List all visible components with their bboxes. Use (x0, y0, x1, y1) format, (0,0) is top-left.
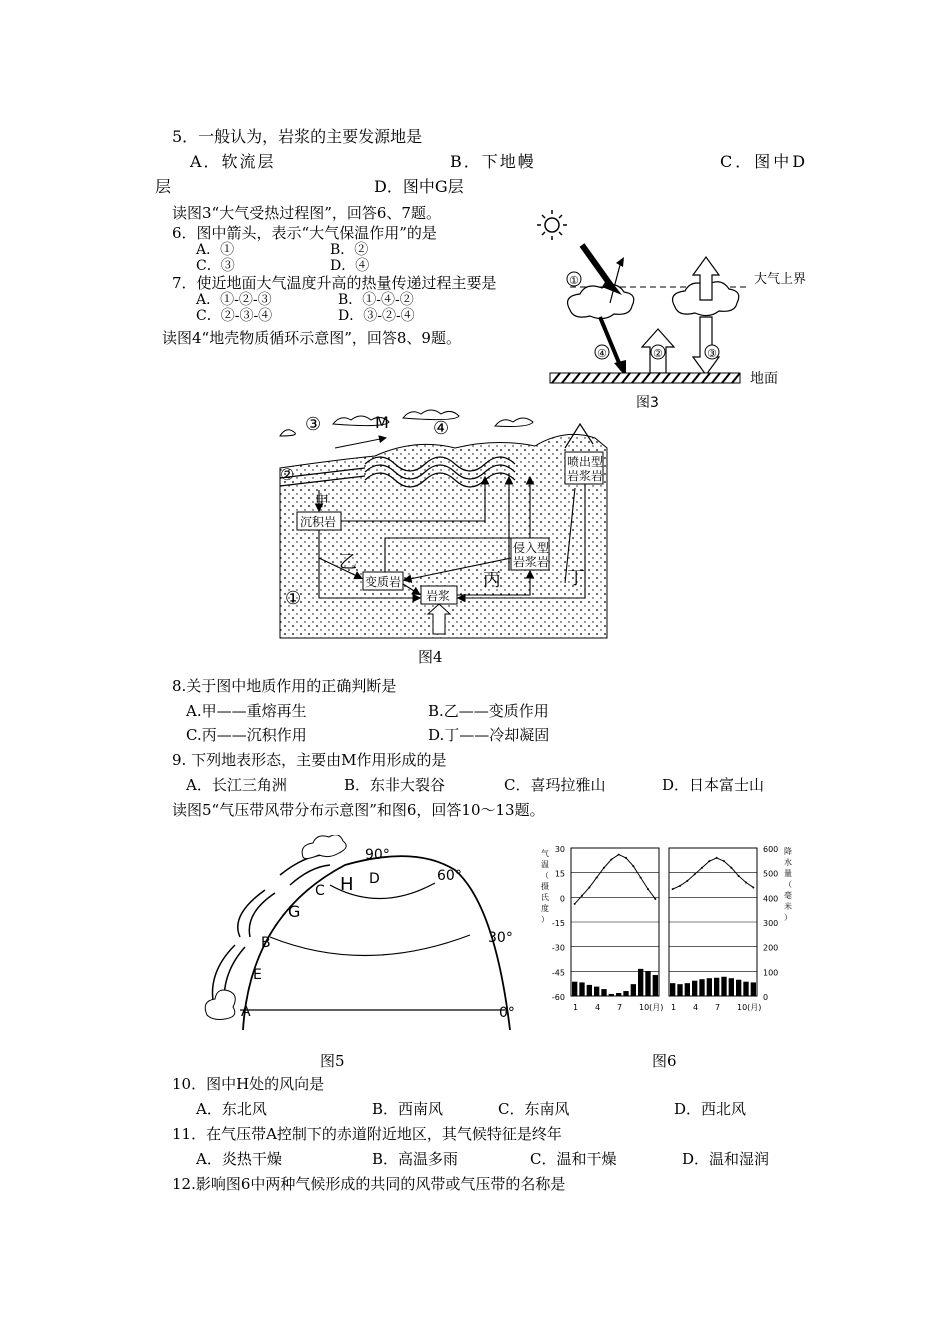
precip-bar (587, 985, 592, 996)
precip-bar (616, 993, 621, 996)
x-tick-label: 4 (595, 1003, 601, 1012)
precip-bar (645, 971, 650, 996)
precip-bar (638, 969, 643, 996)
q10-option-d: D．西北风 (674, 1100, 747, 1118)
temperature-point (610, 859, 612, 861)
left-tick-label: -30 (551, 943, 565, 953)
q10-stem: 10．图中H处的风向是 (172, 1075, 325, 1093)
precip-bar (572, 982, 577, 996)
q11-stem: 11．在气压带A控制下的赤道附近地区，其气候特征是终年 (172, 1125, 562, 1143)
precip-bar (677, 984, 682, 996)
temperature-point (603, 867, 605, 869)
right-tick-label: 100 (763, 968, 779, 978)
q6-option-b: B．② (330, 242, 369, 258)
climate-panel-1 (571, 848, 659, 996)
q7-stem: 7．使近地面大气温度升高的热量传递过程主要是 (172, 274, 497, 292)
right-tick-label: 600 (763, 845, 779, 854)
q5-option-b: B．下地幔 (450, 152, 536, 171)
temperature-point (672, 888, 674, 890)
x-tick-label: 1 (573, 1003, 579, 1012)
right-axis-label-char: 水 (784, 858, 792, 867)
box-intrusive-1: 侵入型 (513, 541, 550, 555)
precip-bar (699, 979, 704, 996)
q6-option-d: D．④ (330, 258, 370, 274)
temperature-point (694, 873, 696, 875)
left-tick-label: 0 (559, 894, 565, 904)
box-metamorphic-rock: 变质岩 (365, 575, 402, 589)
precip-bar (743, 982, 748, 996)
right-axis-label-char: 量 (784, 869, 792, 878)
q5-option-c: C．图中D (720, 152, 809, 171)
belt-h: H (340, 874, 354, 895)
figure-4-caption: 图4 (418, 648, 443, 666)
temperature-point (708, 860, 710, 862)
box-extrusive-1: 喷出型 (567, 455, 604, 469)
precip-bar (721, 977, 726, 996)
q9-option-d: D．日本富士山 (662, 776, 765, 794)
q10-option-b: B．西南风 (372, 1100, 444, 1118)
q9-stem: 9. 下列地表形态，主要由M作用形成的是 (172, 751, 447, 769)
precip-bar (579, 982, 584, 996)
q9-option-b: B．东非大裂谷 (344, 776, 446, 794)
lat-30: 30° (488, 930, 513, 946)
belt-c: C (315, 883, 325, 899)
climate-panel-2 (669, 848, 757, 996)
right-axis-label-char: 降 (784, 847, 792, 856)
right-axis-label-char: 毫 (784, 891, 792, 900)
belt-g: G (288, 902, 301, 921)
label-3: ③ (707, 347, 717, 360)
box-extrusive-2: 岩浆岩 (567, 469, 604, 483)
fig4-label-1: ① (285, 588, 302, 609)
ground-label: 地面 (750, 371, 778, 387)
q5-option-a: A．软流层 (190, 152, 276, 171)
temperature-point (647, 888, 649, 890)
temperature-point (716, 857, 718, 859)
q10-option-a: A．东北风 (196, 1100, 267, 1118)
right-tick-label: 0 (763, 993, 769, 1002)
temperature-point (596, 877, 598, 879)
q11-option-c: C．温和干燥 (530, 1150, 617, 1168)
figure-5-caption: 图5 (320, 1052, 345, 1070)
q6-option-a: A．① (196, 242, 235, 258)
q8-option-b: B.乙——变质作用 (428, 702, 549, 720)
q7-option-b: B．①-④-② (338, 292, 414, 308)
left-tick-label: -15 (551, 919, 565, 928)
right-tick-label: 300 (763, 919, 779, 928)
precip-bar (653, 975, 658, 996)
q7-option-d: D．③-②-④ (338, 308, 415, 324)
belt-b: B (261, 935, 271, 951)
precip-bar (692, 981, 697, 996)
x-tick-label: 1 (671, 1003, 677, 1012)
fig4-label-ding: 丁 (567, 568, 585, 589)
box-magma: 岩浆 (426, 589, 451, 603)
temperature-point (625, 857, 627, 859)
temperature-point (738, 875, 740, 877)
label-4: ④ (597, 347, 607, 360)
label-2: ② (653, 347, 663, 360)
temperature-point (640, 877, 642, 879)
right-tick-label: 500 (763, 869, 779, 879)
belt-d: D (369, 871, 380, 887)
figure-4-crust-cycle (275, 408, 615, 640)
q11-option-b: B．高温多雨 (372, 1150, 459, 1168)
q6-stem: 6．图中箭头，表示“大气保温作用”的是 (172, 224, 437, 242)
left-tick-label: 15 (554, 869, 565, 879)
q5-option-c-cont: 层 (155, 177, 172, 196)
left-tick-label: 30 (554, 845, 565, 854)
left-axis-label-char: （ (541, 871, 549, 880)
temperature-point (679, 885, 681, 887)
belt-e: E (253, 967, 262, 983)
q9-option-c: C．喜玛拉雅山 (504, 776, 606, 794)
left-tick-label: -45 (551, 968, 565, 978)
fig4-label-yi: 乙 (339, 552, 357, 573)
q8-option-c: C.丙——沉积作用 (186, 726, 307, 744)
left-axis-label-char: 温 (541, 860, 549, 869)
lat-0: 0° (499, 1005, 515, 1021)
temperature-point (723, 860, 725, 862)
figure-3-caption: 图3 (636, 395, 659, 410)
precip-bar (631, 984, 636, 996)
q7-option-c: C．②-③-④ (196, 308, 273, 324)
left-axis-label-char: 气 (541, 849, 549, 858)
temperature-point (581, 895, 583, 897)
fig4-label-jia: 甲 (315, 494, 329, 510)
label-1: ① (569, 274, 579, 287)
q8-stem: 8.关于图中地质作用的正确判断是 (172, 677, 397, 695)
x-tick-label: 7 (715, 1003, 721, 1012)
box-sedimentary-rock: 沉积岩 (300, 515, 337, 529)
left-axis-label-char: ） (541, 915, 549, 924)
temperature-point (574, 903, 576, 905)
precip-bar (751, 982, 756, 996)
precip-bar (601, 989, 606, 996)
q5-option-d: D．图中G层 (374, 177, 464, 196)
cloud-left-icon (568, 285, 634, 319)
precip-bar (714, 978, 719, 996)
q8-option-d: D.丁——冷却凝固 (428, 726, 550, 744)
temperature-point (752, 886, 754, 888)
left-axis-label-char: 摄 (541, 882, 549, 891)
lat-60: 60° (437, 868, 462, 884)
temperature-point (588, 886, 590, 888)
intro-fig3: 读图3“大气受热过程图”，回答6、7题。 (172, 204, 441, 222)
box-intrusive-2: 岩浆岩 (513, 555, 550, 569)
x-tick-label: 4 (693, 1003, 699, 1012)
lat-90: 90° (365, 847, 390, 863)
precip-bar (685, 983, 690, 996)
temperature-point (654, 898, 656, 900)
temperature-point (745, 882, 747, 884)
q11-option-d: D．温和湿润 (682, 1150, 770, 1168)
x-tick-label: 10(月) (639, 1003, 664, 1012)
temperature-point (686, 880, 688, 882)
intro-fig4: 读图4“地壳物质循环示意图”，回答8、9题。 (162, 329, 461, 347)
fig4-label-4: ④ (433, 418, 450, 439)
temperature-point (632, 865, 634, 867)
precip-bar (670, 983, 675, 996)
fig4-label-2: ② (280, 465, 295, 484)
precip-bar (609, 994, 614, 996)
figure-5-pressure-belts (195, 835, 530, 1035)
left-tick-label: -60 (551, 993, 565, 1002)
right-axis-label-char: （ (784, 880, 792, 889)
q9-option-a: A．长江三角洲 (186, 776, 287, 794)
temperature-point (618, 854, 620, 856)
fig4-label-bing: 丙 (483, 570, 501, 591)
q6-option-c: C．③ (196, 258, 235, 274)
figure-6-climate-charts (535, 838, 795, 1020)
intro-fig5-6: 读图5“气压带风带分布示意图”和图6，回答10～13题。 (172, 801, 545, 819)
precip-bar (736, 980, 741, 996)
q8-option-a: A.甲——重熔再生 (186, 702, 307, 720)
fig4-label-m: M (375, 413, 389, 432)
precip-bar (729, 978, 734, 996)
q12-stem: 12.影响图6中两种气候形成的共同的风带或气压带的名称是 (172, 1175, 566, 1193)
temperature-point (730, 867, 732, 869)
sun-icon (537, 210, 567, 240)
precip-bar (594, 987, 599, 996)
right-tick-label: 200 (763, 943, 779, 953)
q11-option-a: A．炎热干燥 (196, 1150, 282, 1168)
q5-stem: 5．一般认为，岩浆的主要发源地是 (172, 127, 423, 146)
q10-option-c: C．东南风 (498, 1100, 570, 1118)
x-tick-label: 10(月) (737, 1003, 762, 1012)
upper-atmosphere-label: 大气上界 (754, 272, 807, 287)
belt-a: A (241, 1004, 251, 1020)
x-tick-label: 7 (617, 1003, 623, 1012)
temperature-point (701, 867, 703, 869)
right-axis-label-char: ） (784, 913, 792, 922)
figure-6-caption: 图6 (652, 1052, 677, 1070)
right-tick-label: 400 (763, 894, 779, 904)
figure-3-atmosphere-heating (530, 205, 820, 410)
precip-bar (623, 991, 628, 996)
right-axis-label-char: 米 (784, 902, 792, 911)
fig4-label-3: ③ (305, 414, 322, 435)
left-axis-label-char: 氏 (541, 893, 549, 902)
left-axis-label-char: 度 (541, 904, 549, 913)
q7-option-a: A．①-②-③ (196, 292, 272, 308)
precip-bar (707, 978, 712, 996)
